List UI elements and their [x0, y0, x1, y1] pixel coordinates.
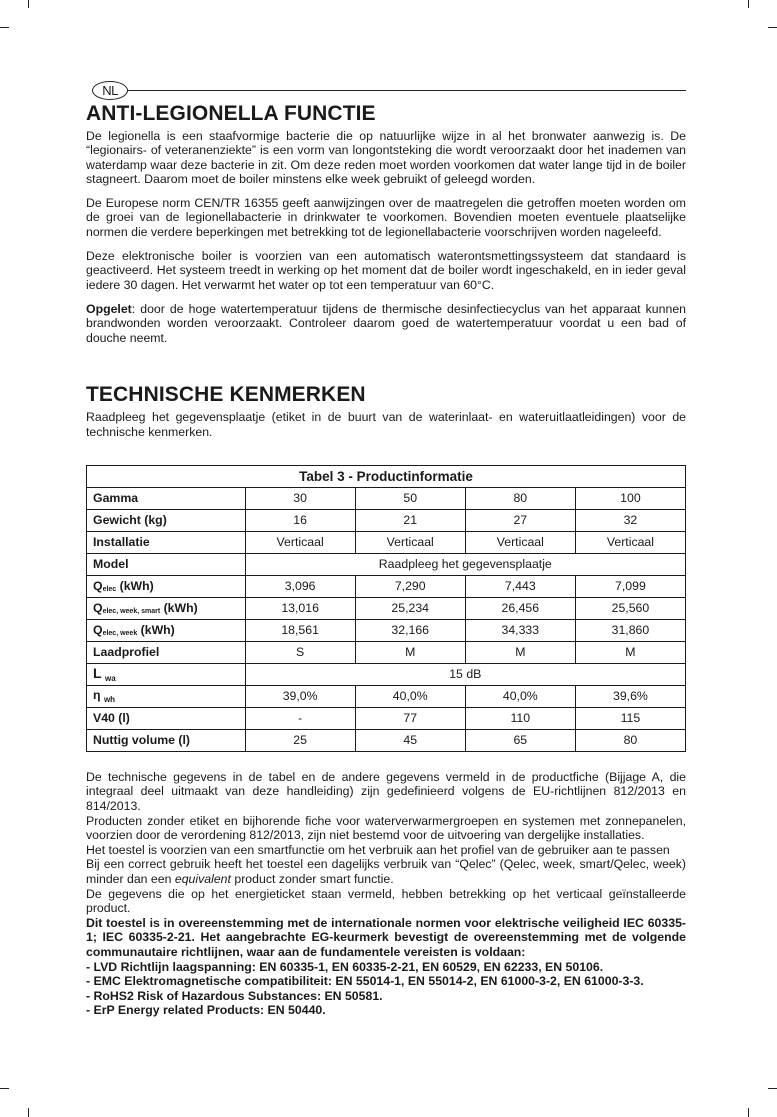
note-eu-directives: De technische gegevens in de tabel en de andere gegevens vermeld in de productfiche (Bijjage A, die integraal deel uitmaakt van deze handleiding) zijn gedefinieerd volgens de EU-richtlijnen 812/2013 en 814/2013. [86, 769, 686, 814]
row-label: Model [87, 553, 246, 575]
table-row-qelec-week [87, 619, 686, 641]
crop-mark-br-v [748, 1108, 749, 1117]
cell: Verticaal [245, 531, 355, 553]
table-row-qelec [87, 575, 686, 597]
note-solar-products: Producten zonder etiket en bijhorende fiche voor waterverwarmergroepen en systemen met zonnepanelen, voorzien door de verordening 812/2013, zijn niet bestemd voor de uitvoering van dergelijke installaties. [86, 813, 686, 843]
table-row-gamma [87, 487, 686, 509]
cell: 13,016 [245, 597, 355, 619]
cell-merged: Raadpleeg het gegevensplaatje [245, 553, 685, 575]
table-title-row [87, 465, 686, 487]
note-daily-consumption: Bij een correct gebruik heeft het toestel een dagelijks verbruik van “Qelec” (Qelec, week, smart/Qelec, week) minder dan een equivalent product zonder smart functie. [86, 857, 686, 887]
cell: 31,860 [575, 619, 685, 641]
cell: Verticaal [355, 531, 465, 553]
technical-section [86, 383, 686, 1018]
cell: 100 [575, 487, 685, 509]
language-badge: NL [92, 81, 128, 100]
cell: 77 [355, 707, 465, 729]
table-row-laadprofiel [87, 641, 686, 663]
cell: 39,6% [575, 685, 685, 707]
crop-mark-bl-v [28, 1108, 29, 1117]
cell: S [245, 641, 355, 663]
cell: 7,099 [575, 575, 685, 597]
cell: 65 [465, 729, 575, 751]
cell: 18,561 [245, 619, 355, 641]
row-label: Gewicht (kg) [87, 509, 246, 531]
crop-mark-tl-v [28, 0, 29, 8]
directive-lvd: - LVD Richtlijn laagspanning: EN 60335-1, EN 60335-2-21, EN 60529, EN 62233, EN 50106. [86, 959, 604, 974]
table-row-nuttig-volume [87, 729, 686, 751]
table-row-qelec-week-smart [87, 597, 686, 619]
cell: 40,0% [465, 685, 575, 707]
cell: M [575, 641, 685, 663]
cell: M [355, 641, 465, 663]
paragraph-warning [86, 302, 686, 345]
cell: 25 [245, 729, 355, 751]
directive-emc: - EMC Elektromagnetische compatibiliteit: EN 55014-1, EN 55014-2, EN 61000-3-2, EN 61000-3-3. [86, 974, 644, 989]
document-page [86, 80, 686, 1018]
cell: 21 [355, 509, 465, 531]
anti-legionella-section [86, 102, 686, 345]
table-row-eta-wh [87, 685, 686, 707]
cell-merged: 15 dB [245, 663, 685, 685]
warning-label: Opgelet [86, 301, 132, 316]
row-label: L $_{wa}$ [87, 663, 246, 685]
cell: 7,443 [465, 575, 575, 597]
cell: 27 [465, 509, 575, 531]
cell: 3,096 [245, 575, 355, 597]
paragraph-disinfection-system: Deze elektronische boiler is voorzien van een automatisch waterontsmettingssysteem dat standaard is geactiveerd. Het systeem treedt in werking op het moment dat de boiler wordt ingeschakeld, en in ieder geval iedere 30 dagen. Het verwarmt het water op tot een temperatuur van 60°C. [86, 249, 686, 292]
crop-mark-tr-h [768, 27, 777, 28]
cell: 25,560 [575, 597, 685, 619]
row-label: Gamma [87, 487, 246, 509]
cell: 110 [465, 707, 575, 729]
crop-mark-tl-h [0, 27, 9, 28]
row-label: η $_{wh}$ [87, 685, 246, 707]
paragraph-technical-intro: Raadpleeg het gegevensplaatje (etiket in de buurt van de waterinlaat- en wateruitlaatleidingen) voor de technische kenmerken. [86, 409, 686, 440]
note-energy-label: De gegevens die op het energieticket staan vermeld, hebben betrekking op het verticaal geïnstalleerde product. [86, 886, 686, 916]
directive-erp: - ErP Energy related Products: EN 50440. [86, 1003, 326, 1018]
directive-rohs2: - RoHS2 Risk of Hazardous Substances: EN 50581. [86, 988, 383, 1003]
table-title: Tabel 3 - Productinformatie [87, 465, 686, 487]
product-info-table [86, 465, 686, 752]
row-label: Installatie [87, 531, 246, 553]
cell: 26,456 [465, 597, 575, 619]
cell: 45 [355, 729, 465, 751]
row-label: $Q_{elec}$ (kWh) [87, 575, 246, 597]
crop-mark-bl-h [0, 1088, 9, 1089]
paragraph-european-norm: De Europese norm CEN/TR 16355 geeft aanwijzingen over de maatregelen die getroffen moeten worden om de groei van de legionellabacterie in drinkwater te voorkomen. Bovendien moeten eventuele plaatselijke normen die verdere beperkingen met betrekking tot de legionellabacterie voorschrijven worden nageleefd. [86, 196, 686, 239]
language-header [86, 80, 686, 100]
cell: 50 [355, 487, 465, 509]
table-row-model [87, 553, 686, 575]
table-row-v40 [87, 707, 686, 729]
warning-text: : door de hoge watertemperatuur tijdens de thermische desinfectiecyclus van het apparaat kunnen brandwonden worden veroorzaakt. Controleer daarom goed de watertemperatuur voordat u een bad of douche neemt. [86, 301, 686, 345]
cell: Verticaal [575, 531, 685, 553]
note-compliance: Dit toestel is in overeenstemming met de internationale normen voor elektrische veiligheid IEC 60335-1; IEC 60335-2-21. Het aangebrachte EG-keurmerk bevestigt de overeenstemming met de volgende communautaire richtlijnen, waar aan de fundamentele vereisten is voldaan: [86, 915, 686, 959]
cell: 32 [575, 509, 685, 531]
row-label: $Q_{elec, week, smart}$ (kWh) [87, 597, 246, 619]
paragraph-legionella-intro: De legionella is een staafvormige bacterie die op natuurlijke wijze in al het bronwater aanwezig is. De “legionairs- of veteranenziekte” is een vorm van longontsteking die wordt veroorzaakt door het inademen van waterdamp waar deze bacterie in zit. Om deze reden moet worden voorkomen dat water lange tijd in de boiler stagneert. Daarom moet de boiler minstens elke week gebruikt of geleegd worden. [86, 129, 686, 186]
cell: 7,290 [355, 575, 465, 597]
cell: Verticaal [465, 531, 575, 553]
crop-mark-tr-v [748, 0, 749, 8]
section-title-anti-legionella: ANTI-LEGIONELLA FUNCTIE [86, 102, 376, 125]
cell: 80 [465, 487, 575, 509]
note-smart-function: Het toestel is voorzien van een smartfunctie om het verbruik aan het profiel van de gebruiker aan te passen [86, 842, 670, 857]
cell: 16 [245, 509, 355, 531]
cell: 32,166 [355, 619, 465, 641]
table-row-lwa [87, 663, 686, 685]
crop-mark-br-h [768, 1088, 777, 1089]
cell: 40,0% [355, 685, 465, 707]
cell: 34,333 [465, 619, 575, 641]
row-label: V40 (l) [87, 707, 246, 729]
notes-block [86, 770, 686, 1018]
row-label: Laadprofiel [87, 641, 246, 663]
row-label: Nuttig volume (l) [87, 729, 246, 751]
cell: M [465, 641, 575, 663]
cell: - [245, 707, 355, 729]
cell: 25,234 [355, 597, 465, 619]
section-title-technical: TECHNISCHE KENMERKEN [86, 382, 366, 406]
row-label: $Q_{elec, week}$ (kWh) [87, 619, 246, 641]
table-row-gewicht [87, 509, 686, 531]
cell: 80 [575, 729, 685, 751]
header-rule [127, 90, 686, 91]
table-row-installatie [87, 531, 686, 553]
cell: 115 [575, 707, 685, 729]
cell: 30 [245, 487, 355, 509]
cell: 39,0% [245, 685, 355, 707]
